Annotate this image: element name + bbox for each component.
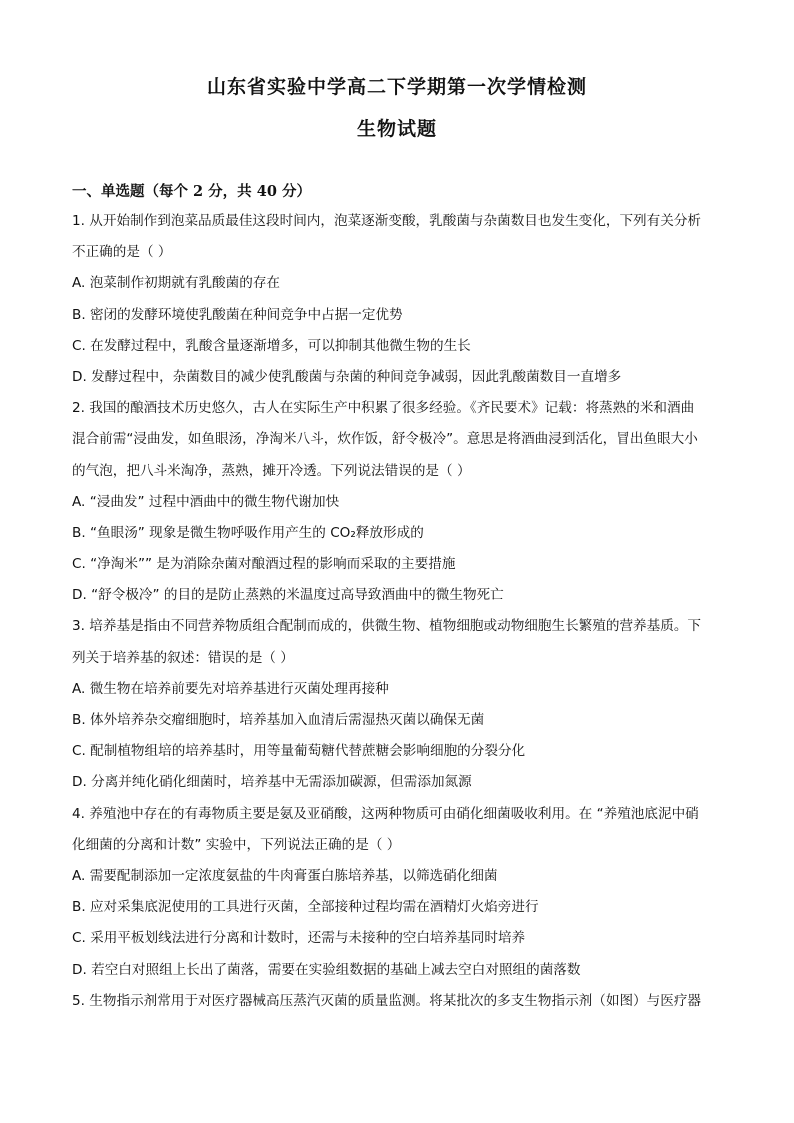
question-2-stem-line-1: 2. 我国的酿酒技术历史悠久，古人在实际生产中积累了很多经验。《齐民要术》记载：将蒸熟的米和酒曲 [72, 400, 695, 417]
question-1-option-d: D. 发酵过程中，杂菌数目的减少使乳酸菌与杂菌的种间竞争减弱，因此乳酸菌数目一直增多 [72, 368, 622, 385]
exam-title: 山东省实验中学高二下学期第一次学情检测 [206, 76, 587, 98]
question-3-stem-line-1: 3. 培养基是指由不同营养物质组合配制而成的，供微生物、植物细胞或动物细胞生长繁殖的营养基质。下 [72, 618, 702, 635]
question-3-option-c: C. 配制植物组培的培养基时，用等量葡萄糖代替蔗糖会影响细胞的分裂分化 [72, 743, 526, 760]
question-5-stem-line-1: 5. 生物指示剂常用于对医疗器械高压蒸汽灭菌的质量监测。将某批次的多支生物指示剂（如图）与医疗器 [72, 992, 702, 1009]
question-2-option-c: C. “净淘米”” 是为消除杂菌对酿酒过程的影响而采取的主要措施 [72, 556, 456, 573]
question-1-option-a: A. 泡菜制作初期就有乳酸菌的存在 [72, 275, 281, 292]
question-3-option-d: D. 分离并纯化硝化细菌时，培养基中无需添加碳源，但需添加氮源 [72, 774, 472, 791]
section-heading: 一、单选题（每个 2 分，共 40 分） [72, 183, 311, 200]
question-1-stem-line-1: 1. 从开始制作到泡菜品质最佳这段时间内，泡菜逐渐变酸，乳酸菌与杂菌数目也发生变化，下列有关分析 [72, 213, 702, 229]
question-4-option-a: A. 需要配制添加一定浓度氨盐的牛肉膏蛋白胨培养基，以筛选硝化细菌 [72, 867, 498, 884]
question-1-option-b: B. 密闭的发酵环境使乳酸菌在种间竞争中占据一定优势 [72, 306, 403, 323]
question-3-option-a: A. 微生物在培养前要先对培养基进行灭菌处理再接种 [72, 680, 389, 697]
exam-subject-title: 生物试题 [356, 118, 437, 140]
question-4-option-d: D. 若空白对照组上长出了菌落，需要在实验组数据的基础上减去空白对照组的菌落数 [72, 961, 581, 978]
question-2-option-d: D. “舒令极冷” 的目的是防止蒸熟的米温度过高导致酒曲中的微生物死亡 [72, 587, 504, 604]
question-2-option-a: A. “浸曲发” 过程中酒曲中的微生物代谢加快 [72, 493, 340, 510]
question-2-option-b: B. “鱼眼汤” 现象是微生物呼吸作用产生的 CO₂释放形成的 [72, 524, 424, 541]
question-2-stem-line-2: 混合前需“浸曲发，如鱼眼汤，净淘米八斗，炊作饭，舒令极冷”。意思是将酒曲浸到活化，冒出鱼眼大小 [72, 431, 698, 448]
question-3-option-b: B. 体外培养杂交瘤细胞时，培养基加入血清后需湿热灭菌以确保无菌 [72, 712, 485, 728]
question-4-option-b: B. 应对采集底泥使用的工具进行灭菌，全部接种过程均需在酒精灯火焰旁进行 [72, 899, 539, 916]
question-4-stem-line-1: 4. 养殖池中存在的有毒物质主要是氨及亚硝酸，这两种物质可由硝化细菌吸收利用。在 “养殖池底泥中硝 [72, 805, 699, 822]
question-2-stem-line-3: 的气泡，把八斗米淘净，蒸熟，摊开冷透。下列说法错误的是（ ） [72, 462, 471, 479]
question-1-stem-line-2: 不正确的是（ ） [72, 244, 172, 261]
question-4-stem-line-2: 化细菌的分离和计数” 实验中，下列说法正确的是（ ） [72, 836, 401, 853]
question-1-option-c: C. 在发酵过程中，乳酸含量逐渐增多，可以抑制其他微生物的生长 [72, 337, 471, 354]
question-3-stem-line-2: 列关于培养基的叙述：错误的是（ ） [72, 649, 294, 666]
question-4-option-c: C. 采用平板划线法进行分离和计数时，还需与未接种的空白培养基同时培养 [72, 930, 526, 947]
question-list [72, 206, 732, 1017]
